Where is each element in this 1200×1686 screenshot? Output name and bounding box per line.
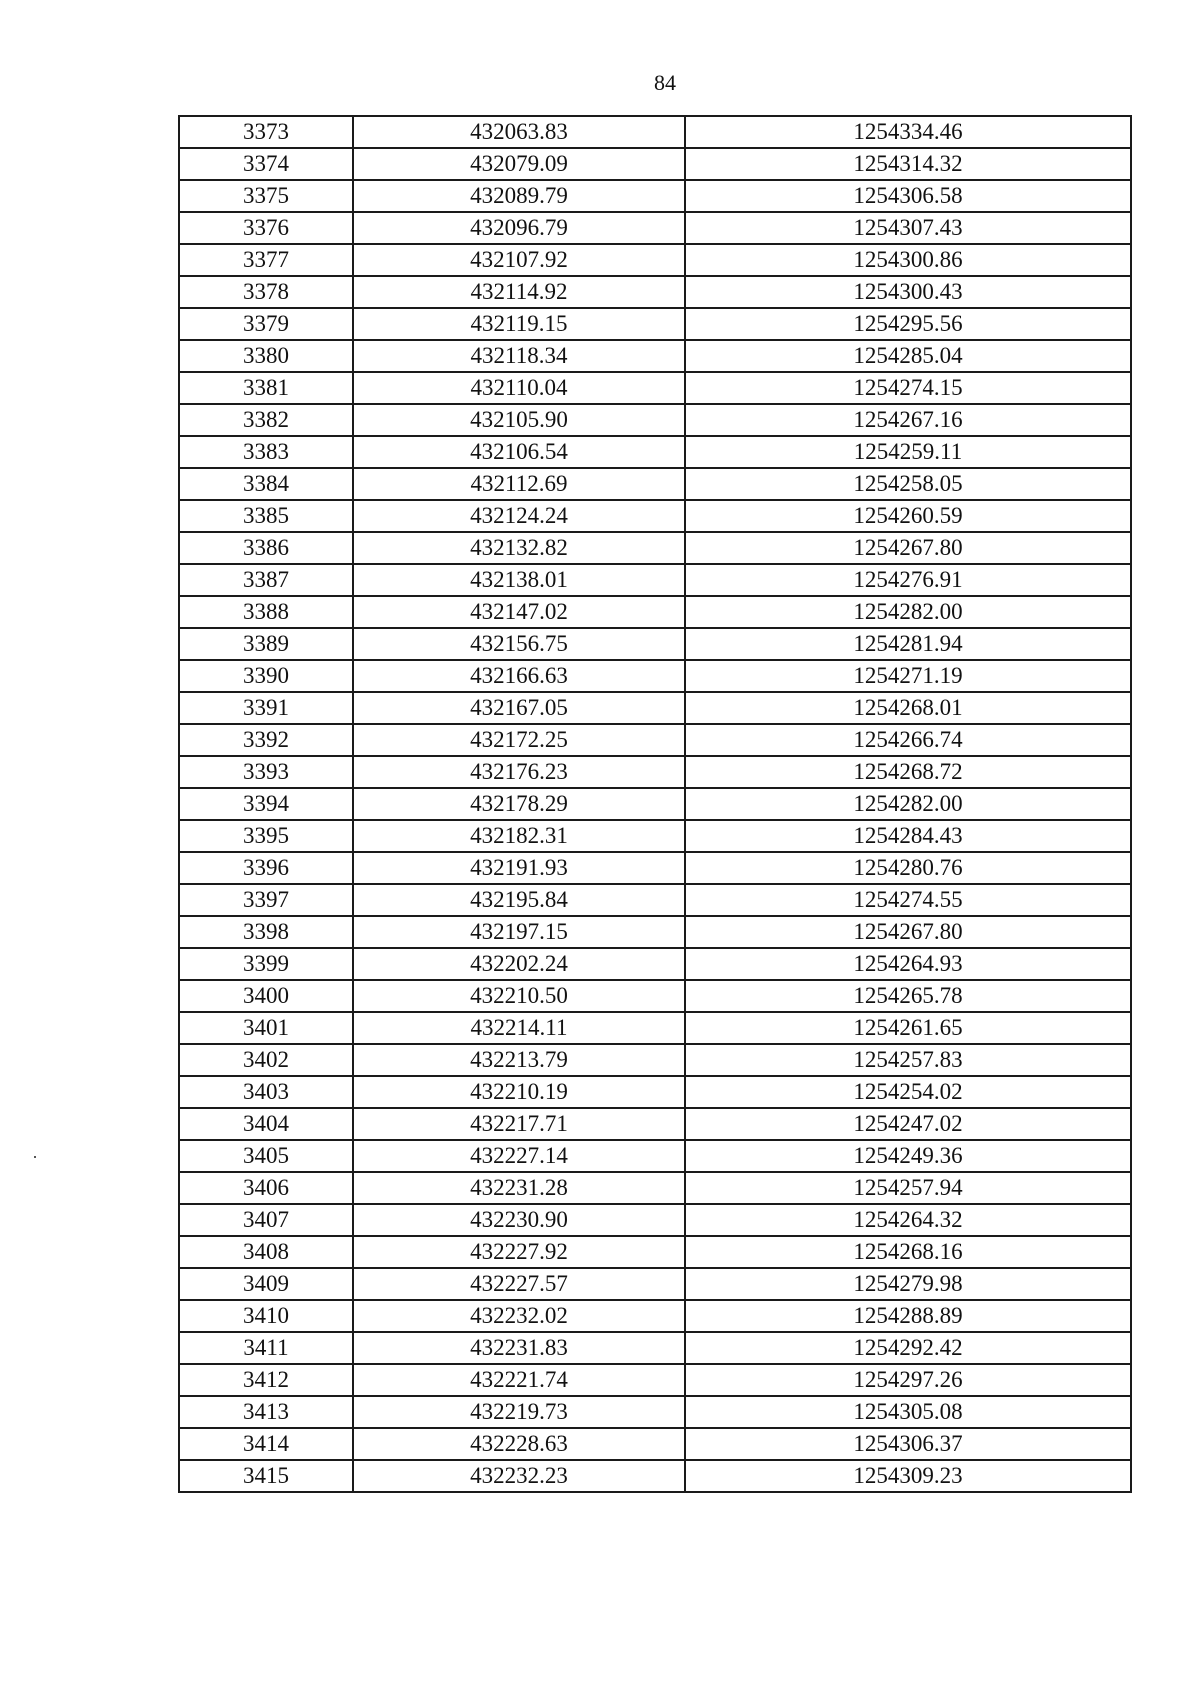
x-coordinate-cell: 432214.11 — [353, 1012, 685, 1044]
scan-speck — [34, 1156, 36, 1158]
table-row — [179, 148, 1131, 180]
y-coordinate-cell: 1254258.05 — [685, 468, 1131, 500]
table-row — [179, 500, 1131, 532]
table-row — [179, 372, 1131, 404]
y-coordinate-cell: 1254282.00 — [685, 596, 1131, 628]
y-coordinate-cell: 1254284.43 — [685, 820, 1131, 852]
x-coordinate-cell: 432217.71 — [353, 1108, 685, 1140]
table-row — [179, 468, 1131, 500]
x-coordinate-cell: 432231.28 — [353, 1172, 685, 1204]
point-number-cell: 3375 — [179, 180, 353, 212]
y-coordinate-cell: 1254257.83 — [685, 1044, 1131, 1076]
x-coordinate-cell: 432232.02 — [353, 1300, 685, 1332]
x-coordinate-cell: 432089.79 — [353, 180, 685, 212]
point-number-cell: 3386 — [179, 532, 353, 564]
table-row — [179, 1332, 1131, 1364]
point-number-cell: 3373 — [179, 116, 353, 148]
table-row — [179, 724, 1131, 756]
point-number-cell: 3403 — [179, 1076, 353, 1108]
point-number-cell: 3376 — [179, 212, 353, 244]
point-number-cell: 3394 — [179, 788, 353, 820]
x-coordinate-cell: 432191.93 — [353, 852, 685, 884]
table-row — [179, 1300, 1131, 1332]
x-coordinate-cell: 432063.83 — [353, 116, 685, 148]
point-number-cell: 3387 — [179, 564, 353, 596]
table-row — [179, 564, 1131, 596]
point-number-cell: 3406 — [179, 1172, 353, 1204]
point-number-cell: 3381 — [179, 372, 353, 404]
point-number-cell: 3399 — [179, 948, 353, 980]
point-number-cell: 3408 — [179, 1236, 353, 1268]
y-coordinate-cell: 1254297.26 — [685, 1364, 1131, 1396]
y-coordinate-cell: 1254266.74 — [685, 724, 1131, 756]
y-coordinate-cell: 1254257.94 — [685, 1172, 1131, 1204]
y-coordinate-cell: 1254285.04 — [685, 340, 1131, 372]
y-coordinate-cell: 1254259.11 — [685, 436, 1131, 468]
point-number-cell: 3377 — [179, 244, 353, 276]
x-coordinate-cell: 432227.57 — [353, 1268, 685, 1300]
y-coordinate-cell: 1254261.65 — [685, 1012, 1131, 1044]
table-row — [179, 1268, 1131, 1300]
point-number-cell: 3400 — [179, 980, 353, 1012]
y-coordinate-cell: 1254306.58 — [685, 180, 1131, 212]
point-number-cell: 3383 — [179, 436, 353, 468]
table-row — [179, 340, 1131, 372]
table-row — [179, 948, 1131, 980]
table-row — [179, 436, 1131, 468]
point-number-cell: 3391 — [179, 692, 353, 724]
x-coordinate-cell: 432166.63 — [353, 660, 685, 692]
y-coordinate-cell: 1254295.56 — [685, 308, 1131, 340]
y-coordinate-cell: 1254249.36 — [685, 1140, 1131, 1172]
y-coordinate-cell: 1254292.42 — [685, 1332, 1131, 1364]
point-number-cell: 3415 — [179, 1460, 353, 1492]
x-coordinate-cell: 432230.90 — [353, 1204, 685, 1236]
y-coordinate-cell: 1254268.16 — [685, 1236, 1131, 1268]
table-row — [179, 1364, 1131, 1396]
x-coordinate-cell: 432210.19 — [353, 1076, 685, 1108]
y-coordinate-cell: 1254264.32 — [685, 1204, 1131, 1236]
y-coordinate-cell: 1254276.91 — [685, 564, 1131, 596]
y-coordinate-cell: 1254268.01 — [685, 692, 1131, 724]
y-coordinate-cell: 1254274.15 — [685, 372, 1131, 404]
point-number-cell: 3396 — [179, 852, 353, 884]
point-number-cell: 3414 — [179, 1428, 353, 1460]
x-coordinate-cell: 432124.24 — [353, 500, 685, 532]
table-row — [179, 660, 1131, 692]
x-coordinate-cell: 432231.83 — [353, 1332, 685, 1364]
table-row — [179, 1396, 1131, 1428]
point-number-cell: 3411 — [179, 1332, 353, 1364]
y-coordinate-cell: 1254306.37 — [685, 1428, 1131, 1460]
x-coordinate-cell: 432228.63 — [353, 1428, 685, 1460]
x-coordinate-cell: 432213.79 — [353, 1044, 685, 1076]
x-coordinate-cell: 432172.25 — [353, 724, 685, 756]
point-number-cell: 3404 — [179, 1108, 353, 1140]
x-coordinate-cell: 432079.09 — [353, 148, 685, 180]
point-number-cell: 3412 — [179, 1364, 353, 1396]
point-number-cell: 3388 — [179, 596, 353, 628]
y-coordinate-cell: 1254309.23 — [685, 1460, 1131, 1492]
point-number-cell: 3392 — [179, 724, 353, 756]
point-number-cell: 3407 — [179, 1204, 353, 1236]
point-number-cell: 3374 — [179, 148, 353, 180]
y-coordinate-cell: 1254314.32 — [685, 148, 1131, 180]
x-coordinate-cell: 432147.02 — [353, 596, 685, 628]
point-number-cell: 3401 — [179, 1012, 353, 1044]
x-coordinate-cell: 432227.14 — [353, 1140, 685, 1172]
table-row — [179, 820, 1131, 852]
table-row — [179, 1076, 1131, 1108]
x-coordinate-cell: 432106.54 — [353, 436, 685, 468]
y-coordinate-cell: 1254267.80 — [685, 916, 1131, 948]
table-row — [179, 244, 1131, 276]
point-number-cell: 3379 — [179, 308, 353, 340]
point-number-cell: 3395 — [179, 820, 353, 852]
table-row — [179, 180, 1131, 212]
y-coordinate-cell: 1254305.08 — [685, 1396, 1131, 1428]
table-row — [179, 1172, 1131, 1204]
table-row — [179, 756, 1131, 788]
page-number: 84 — [654, 70, 676, 95]
y-coordinate-cell: 1254334.46 — [685, 116, 1131, 148]
y-coordinate-cell: 1254280.76 — [685, 852, 1131, 884]
x-coordinate-cell: 432096.79 — [353, 212, 685, 244]
table-row — [179, 1044, 1131, 1076]
point-number-cell: 3382 — [179, 404, 353, 436]
x-coordinate-cell: 432219.73 — [353, 1396, 685, 1428]
point-number-cell: 3398 — [179, 916, 353, 948]
x-coordinate-cell: 432195.84 — [353, 884, 685, 916]
y-coordinate-cell: 1254264.93 — [685, 948, 1131, 980]
y-coordinate-cell: 1254267.16 — [685, 404, 1131, 436]
table-row — [179, 532, 1131, 564]
y-coordinate-cell: 1254268.72 — [685, 756, 1131, 788]
x-coordinate-cell: 432107.92 — [353, 244, 685, 276]
table-row — [179, 852, 1131, 884]
x-coordinate-cell: 432210.50 — [353, 980, 685, 1012]
table-row — [179, 1012, 1131, 1044]
x-coordinate-cell: 432156.75 — [353, 628, 685, 660]
x-coordinate-cell: 432105.90 — [353, 404, 685, 436]
table-row — [179, 1460, 1131, 1492]
x-coordinate-cell: 432202.24 — [353, 948, 685, 980]
point-number-cell: 3389 — [179, 628, 353, 660]
point-number-cell: 3385 — [179, 500, 353, 532]
y-coordinate-cell: 1254288.89 — [685, 1300, 1131, 1332]
x-coordinate-cell: 432167.05 — [353, 692, 685, 724]
y-coordinate-cell: 1254267.80 — [685, 532, 1131, 564]
point-number-cell: 3393 — [179, 756, 353, 788]
table-row — [179, 1140, 1131, 1172]
x-coordinate-cell: 432227.92 — [353, 1236, 685, 1268]
y-coordinate-cell: 1254265.78 — [685, 980, 1131, 1012]
x-coordinate-cell: 432176.23 — [353, 756, 685, 788]
table-row — [179, 212, 1131, 244]
table-row — [179, 1236, 1131, 1268]
x-coordinate-cell: 432132.82 — [353, 532, 685, 564]
table-row — [179, 116, 1131, 148]
coordinates-table-body — [179, 116, 1131, 1492]
table-row — [179, 1108, 1131, 1140]
x-coordinate-cell: 432197.15 — [353, 916, 685, 948]
table-row — [179, 884, 1131, 916]
table-row — [179, 1428, 1131, 1460]
y-coordinate-cell: 1254260.59 — [685, 500, 1131, 532]
y-coordinate-cell: 1254281.94 — [685, 628, 1131, 660]
y-coordinate-cell: 1254282.00 — [685, 788, 1131, 820]
y-coordinate-cell: 1254279.98 — [685, 1268, 1131, 1300]
point-number-cell: 3402 — [179, 1044, 353, 1076]
x-coordinate-cell: 432119.15 — [353, 308, 685, 340]
point-number-cell: 3390 — [179, 660, 353, 692]
table-row — [179, 788, 1131, 820]
table-row — [179, 308, 1131, 340]
y-coordinate-cell: 1254300.43 — [685, 276, 1131, 308]
table-row — [179, 980, 1131, 1012]
y-coordinate-cell: 1254307.43 — [685, 212, 1131, 244]
x-coordinate-cell: 432112.69 — [353, 468, 685, 500]
table-row — [179, 276, 1131, 308]
table-row — [179, 596, 1131, 628]
y-coordinate-cell: 1254247.02 — [685, 1108, 1131, 1140]
coordinates-table — [178, 115, 1132, 1493]
point-number-cell: 3410 — [179, 1300, 353, 1332]
x-coordinate-cell: 432178.29 — [353, 788, 685, 820]
y-coordinate-cell: 1254274.55 — [685, 884, 1131, 916]
point-number-cell: 3384 — [179, 468, 353, 500]
x-coordinate-cell: 432138.01 — [353, 564, 685, 596]
point-number-cell: 3409 — [179, 1268, 353, 1300]
table-row — [179, 692, 1131, 724]
table-row — [179, 1204, 1131, 1236]
x-coordinate-cell: 432182.31 — [353, 820, 685, 852]
point-number-cell: 3378 — [179, 276, 353, 308]
point-number-cell: 3380 — [179, 340, 353, 372]
point-number-cell: 3405 — [179, 1140, 353, 1172]
table-row — [179, 916, 1131, 948]
x-coordinate-cell: 432110.04 — [353, 372, 685, 404]
y-coordinate-cell: 1254271.19 — [685, 660, 1131, 692]
point-number-cell: 3413 — [179, 1396, 353, 1428]
y-coordinate-cell: 1254300.86 — [685, 244, 1131, 276]
x-coordinate-cell: 432118.34 — [353, 340, 685, 372]
y-coordinate-cell: 1254254.02 — [685, 1076, 1131, 1108]
table-row — [179, 404, 1131, 436]
x-coordinate-cell: 432114.92 — [353, 276, 685, 308]
table-row — [179, 628, 1131, 660]
x-coordinate-cell: 432221.74 — [353, 1364, 685, 1396]
point-number-cell: 3397 — [179, 884, 353, 916]
x-coordinate-cell: 432232.23 — [353, 1460, 685, 1492]
